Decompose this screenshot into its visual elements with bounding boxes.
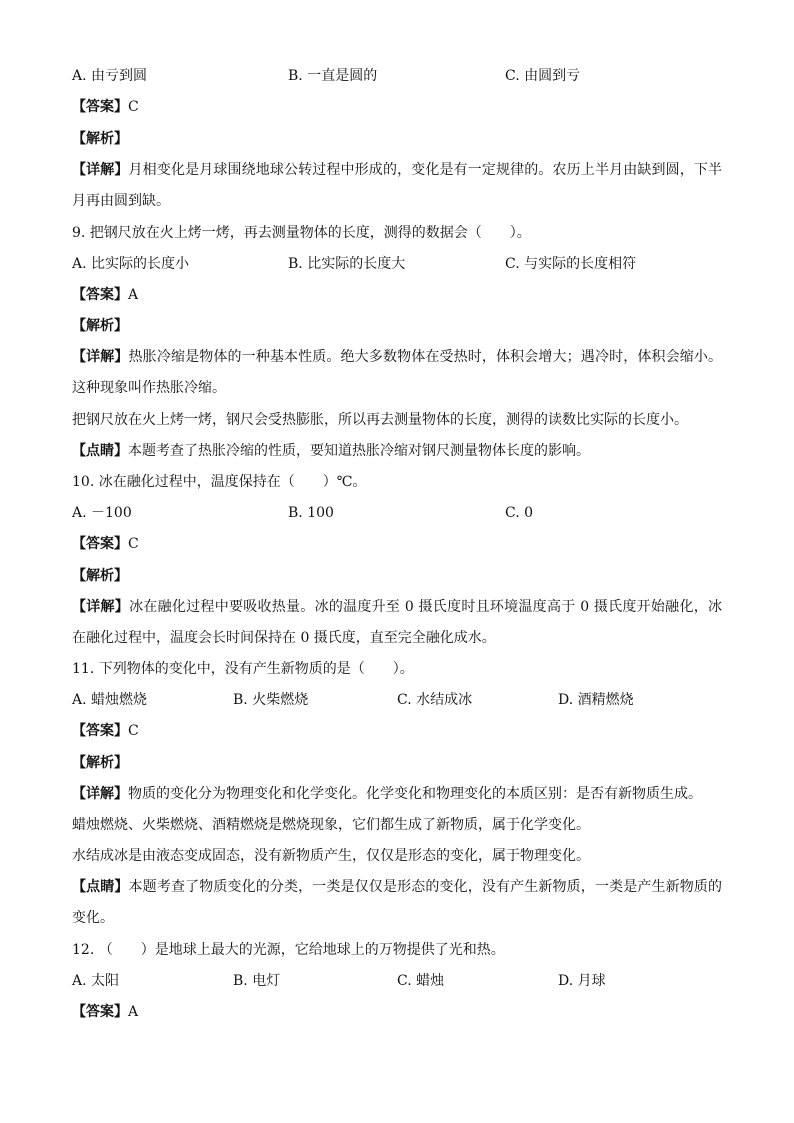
answer-tag: 【答案】 <box>72 1004 128 1020</box>
q11-analysis <box>72 753 128 773</box>
q9-option-c: C. 与实际的长度相符 <box>505 256 637 272</box>
q10-option-b: B. 100 <box>288 505 334 521</box>
answer-value: A <box>128 1004 139 1020</box>
analysis-tag: 【解析】 <box>72 131 128 147</box>
q8-option-b: B. 一直是圆的 <box>288 68 378 84</box>
q11-stem: 11. 下列物体的变化中，没有产生新物质的是（ ）。 <box>72 661 414 677</box>
q9-detail <box>72 342 722 404</box>
q11-detail-3: 水结成冰是由液态变成固态，没有新物质产生，仅仅是形态的变化，属于物理变化。 <box>72 848 590 864</box>
q11-option-a: A. 蜡烛燃烧 <box>72 692 148 708</box>
analysis-tag: 【解析】 <box>72 755 128 771</box>
answer-value: A <box>128 287 139 303</box>
detail-text: 物质的变化分为物理变化和化学变化。化学变化和物理变化的本质区别：是否有新物质生成。 <box>128 786 702 802</box>
answer-value: C <box>128 99 139 115</box>
q8-option-a: A. 由亏到圆 <box>72 68 148 84</box>
detail-text: 热胀冷缩是物体的一种基本性质。绝大多数物体在受热时，体积会增大；遇冷时，体积会缩小。这种现象叫作热胀冷缩。 <box>72 349 723 396</box>
answer-value: C <box>128 723 139 739</box>
q9-option-a: A. 比实际的长度小 <box>72 256 190 272</box>
answer-tag: 【答案】 <box>72 287 128 303</box>
q11-option-b: B. 火柴燃烧 <box>233 692 309 708</box>
detail-tag: 【详解】 <box>72 786 128 802</box>
q9-option-b: B. 比实际的长度大 <box>288 256 406 272</box>
q11-note <box>72 872 722 934</box>
note-text: 本题考查了热胀冷缩的性质，要知道热胀冷缩对钢尺测量物体长度的影响。 <box>128 443 590 459</box>
q11-answer <box>72 721 139 741</box>
q10-analysis <box>72 566 128 586</box>
analysis-tag: 【解析】 <box>72 318 128 334</box>
note-tag: 【点睛】 <box>72 879 129 895</box>
q11-option-c: C. 水结成冰 <box>397 692 473 708</box>
analysis-tag: 【解析】 <box>72 568 128 584</box>
q10-stem: 10. 冰在融化过程中，温度保持在（ ）℃。 <box>72 474 367 490</box>
answer-tag: 【答案】 <box>72 536 128 552</box>
q9-detail-2: 把钢尺放在火上烤一烤，钢尺会受热膨胀，所以再去测量物体的长度，测得的读数比实际的长度小。 <box>72 412 688 428</box>
q12-option-b: B. 电灯 <box>233 973 281 989</box>
q11-detail-2: 蜡烛燃烧、火柴燃烧、酒精燃烧是燃烧现象，它们都生成了新物质，属于化学变化。 <box>72 817 590 833</box>
q12-option-c: C. 蜡烛 <box>397 973 445 989</box>
q10-option-c: C. 0 <box>505 505 534 521</box>
q12-answer <box>72 1002 138 1022</box>
q11-detail <box>72 784 702 804</box>
detail-tag: 【详解】 <box>72 162 129 178</box>
answer-tag: 【答案】 <box>72 723 128 739</box>
q9-stem: 9. 把钢尺放在火上烤一烤，再去测量物体的长度，测得的数据会（ ）。 <box>72 225 531 241</box>
detail-tag: 【详解】 <box>72 349 129 365</box>
note-tag: 【点睛】 <box>72 443 128 459</box>
q12-option-d: D. 月球 <box>558 973 606 989</box>
q8-answer <box>72 97 139 117</box>
q10-answer <box>72 534 139 554</box>
q8-detail <box>72 155 722 217</box>
q11-option-d: D. 酒精燃烧 <box>558 692 634 708</box>
detail-text: 冰在融化过程中要吸收热量。冰的温度升至 0 摄氏度时且环境温度高于 0 摄氏度开始融化，冰在融化过程中，温度会长时间保持在 0 摄氏度，直至完全融化成水。 <box>72 599 722 646</box>
q10-option-a: A. －100 <box>72 505 132 521</box>
q8-analysis <box>72 129 128 149</box>
q9-note <box>72 441 590 461</box>
note-text: 本题考查了物质变化的分类，一类是仅仅是形态的变化，没有产生新物质，一类是产生新物质的变化。 <box>72 879 723 926</box>
q12-stem: 12. （ ）是地球上最大的光源，它给地球上的万物提供了光和热。 <box>72 942 505 958</box>
detail-tag: 【详解】 <box>72 599 130 615</box>
q9-answer <box>72 285 138 305</box>
q9-analysis <box>72 316 128 336</box>
answer-tag: 【答案】 <box>72 99 128 115</box>
q10-detail <box>72 592 722 654</box>
q8-option-c: C. 由圆到亏 <box>505 68 581 84</box>
detail-text: 月相变化是月球围绕地球公转过程中形成的，变化是有一定规律的。农历上半月由缺到圆，下半月再由圆到缺。 <box>72 162 723 209</box>
q12-option-a: A. 太阳 <box>72 973 120 989</box>
answer-value: C <box>128 536 139 552</box>
